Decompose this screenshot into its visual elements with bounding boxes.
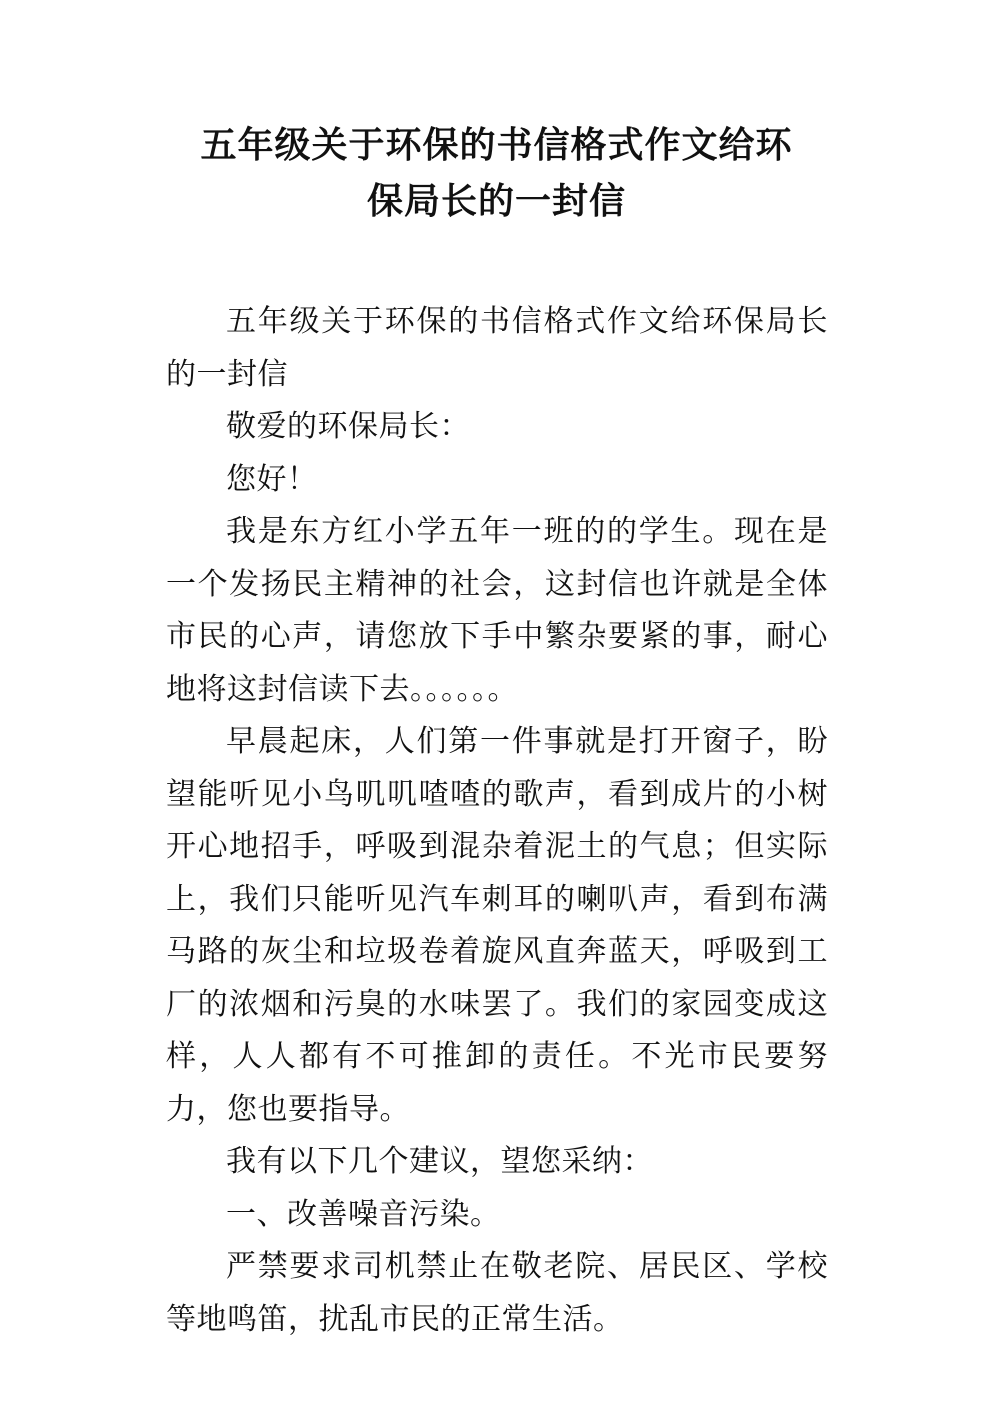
paragraph-salutation: 敬爱的环保局长： [226, 409, 470, 444]
document-body [166, 296, 828, 1346]
paragraph-suggestions-intro: 我有以下几个建议，望您采纳： [226, 1144, 653, 1179]
paragraph-greeting: 您好！ [226, 461, 318, 497]
document-title [140, 118, 853, 230]
paragraph-suggestion-one-detail: 严禁要求司机禁止在敬老院、居民区、学校等地鸣笛，扰乱市民的正常生活。 [166, 1249, 828, 1337]
paragraph-suggestion-one-heading: 一、改善噪音污染。 [226, 1196, 501, 1232]
paragraph-introduction: 我是东方红小学五年一班的的学生。现在是一个发扬民主精神的社会，这封信也许就是全体市民的心声，请您放下手中繁杂要紧的事，耐心地将这封信读下去。。。。。。 [166, 514, 828, 707]
title-line-2: 保局长的一封信 [366, 181, 626, 222]
paragraph-environment-description: 早晨起床，人们第一件事就是打开窗子，盼望能听见小鸟叽叽喳喳的歌声，看到成片的小树开心地招手，呼吸到混杂着泥土的气息；但实际上，我们只能听见汽车刺耳的喇叭声，看到布满马路的灰尘和垃圾卷着旋风直奔蓝天，呼吸到工厂的浓烟和污臭的水味罢了。我们的家园变成这样，人人都有不可推卸的责任。不光市民要努力，您也要指导。 [166, 724, 828, 1127]
paragraph-heading-repeat: 五年级关于环保的书信格式作文给环保局长的一封信 [166, 304, 828, 392]
title-line-1: 五年级关于环保的书信格式作文给环 [200, 125, 793, 166]
